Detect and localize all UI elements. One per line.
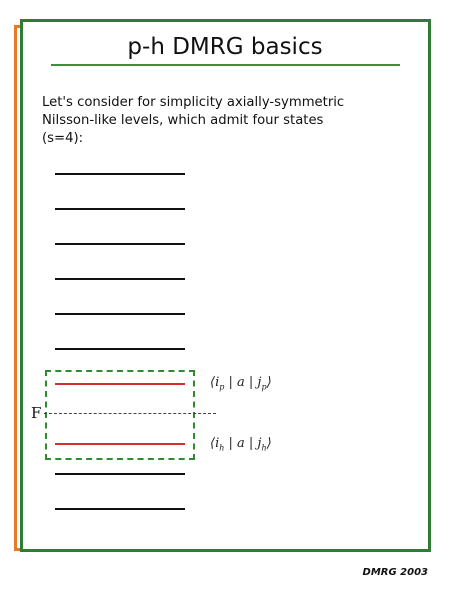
- level-1: [55, 173, 185, 175]
- fermi-label: F: [31, 404, 42, 422]
- level-4: [55, 278, 185, 280]
- level-10: [55, 508, 185, 510]
- intro-text: [42, 94, 412, 148]
- level-6: [55, 348, 185, 350]
- intro-line-3: (s=4):: [42, 131, 84, 146]
- fermi-level-line: [44, 413, 216, 414]
- level-3: [55, 243, 185, 245]
- intro-line-2: Nilsson-like levels, which admit four states: [42, 113, 324, 128]
- level-5: [55, 313, 185, 315]
- particle-matrix-element: $⟨i_p$ | a | $j_p⟩$: [210, 375, 272, 392]
- level-2: [55, 208, 185, 210]
- slide-title: p-h DMRG basics: [127, 34, 323, 60]
- title-underline: [51, 64, 400, 66]
- fermi-window-box: [45, 370, 195, 460]
- hole-matrix-element: $⟨i_h$ | a | $j_h⟩$: [210, 436, 272, 453]
- intro-line-1: Let's consider for simplicity axially-symmetric: [42, 95, 345, 110]
- footer-label: DMRG 2003: [362, 567, 428, 578]
- level-9: [55, 473, 185, 475]
